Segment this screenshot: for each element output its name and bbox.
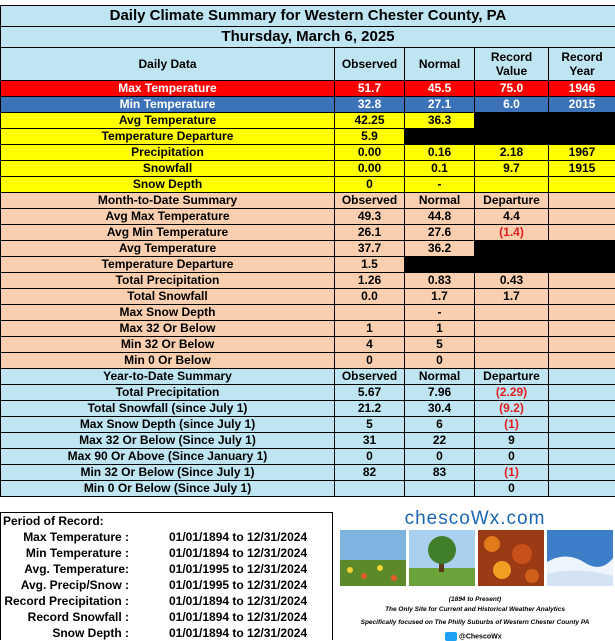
- period-label: Min Temperature :: [1, 545, 129, 561]
- departure-cell: 0: [475, 449, 549, 465]
- table-row: [1, 417, 615, 433]
- observed-cell: 32.8: [335, 97, 405, 113]
- row-label: Total Snowfall (since July 1): [1, 401, 335, 417]
- blank-cell: [549, 353, 615, 369]
- row-label: Total Snowfall: [1, 289, 335, 305]
- normal-cell: 6: [405, 417, 475, 433]
- normal-cell: 30.4: [405, 401, 475, 417]
- normal-cell: 27.6: [405, 225, 475, 241]
- observed-cell: 26.1: [335, 225, 405, 241]
- observed-cell: 0.0: [335, 289, 405, 305]
- table-row: [1, 465, 615, 481]
- table-row: [1, 273, 615, 289]
- blank-cell: [549, 417, 615, 433]
- departure-cell: (1.4): [475, 225, 549, 241]
- period-range: 01/01/1995 to 12/31/2024: [169, 577, 307, 593]
- period-title: Period of Record:: [3, 514, 104, 528]
- observed-cell: 1: [335, 321, 405, 337]
- observed-cell: [335, 481, 405, 497]
- row-label: Temperature Departure: [1, 129, 335, 145]
- row-label: Min 0 Or Below: [1, 353, 335, 369]
- table-row: [1, 161, 615, 177]
- period-label: Snow Depth :: [1, 625, 129, 641]
- observed-cell: 49.3: [335, 209, 405, 225]
- row-label: Max Snow Depth (since July 1): [1, 417, 335, 433]
- blank-cell: [405, 129, 475, 145]
- departure-cell: 9: [475, 433, 549, 449]
- period-row: [1, 593, 334, 609]
- departure-cell: (9.2): [475, 401, 549, 417]
- normal-cell: 83: [405, 465, 475, 481]
- normal-cell: 1: [405, 321, 475, 337]
- column-header: Observed: [335, 193, 405, 209]
- blank-cell: [475, 257, 549, 273]
- observed-cell: 0: [335, 353, 405, 369]
- record-year-cell: 1967: [549, 145, 615, 161]
- table-row: [1, 481, 615, 497]
- column-header: Month-to-Date Summary: [1, 193, 335, 209]
- period-row: [1, 545, 334, 561]
- period-range: 01/01/1894 to 12/31/2024: [169, 609, 307, 625]
- tagline-primary: The Only Site for Current and Historical Weather Analytics: [335, 606, 615, 613]
- departure-cell: [475, 353, 549, 369]
- winter-snow-icon: [547, 530, 613, 586]
- column-header: Record Year: [549, 48, 615, 81]
- column-header: Observed: [335, 48, 405, 81]
- row-label: Max 90 Or Above (Since January 1): [1, 449, 335, 465]
- observed-cell: 42.25: [335, 113, 405, 129]
- blank-cell: [549, 321, 615, 337]
- row-label: Min 0 Or Below (Since July 1): [1, 481, 335, 497]
- period-label: Record Precipitation :: [1, 593, 129, 609]
- blank-cell: [549, 241, 615, 257]
- observed-cell: 0: [335, 177, 405, 193]
- period-range: 01/01/1995 to 12/31/2024: [169, 561, 307, 577]
- blank-cell: [475, 113, 549, 129]
- observed-cell: 1.5: [335, 257, 405, 273]
- ytd-header-row: [1, 369, 615, 385]
- row-label: Total Precipitation: [1, 273, 335, 289]
- table-row: [1, 337, 615, 353]
- normal-cell: -: [405, 305, 475, 321]
- record-value-cell: 6.0: [475, 97, 549, 113]
- page-title: Daily Climate Summary for Western Chester County, PA: [1, 6, 615, 27]
- daily-header-row: [1, 48, 615, 81]
- departure-cell: (2.29): [475, 385, 549, 401]
- row-label: Avg Temperature: [1, 241, 335, 257]
- departure-cell: [475, 321, 549, 337]
- table-row: [1, 353, 615, 369]
- table-row: [1, 129, 615, 145]
- period-row: [1, 529, 334, 545]
- observed-cell: 0.00: [335, 161, 405, 177]
- row-label: Min 32 Or Below: [1, 337, 335, 353]
- departure-cell: (1): [475, 417, 549, 433]
- column-header: Record Value: [475, 48, 549, 81]
- column-header: Normal: [405, 369, 475, 385]
- period-label: Avg. Temperature:: [1, 561, 129, 577]
- record-value-cell: [475, 177, 549, 193]
- period-of-record-box: [0, 512, 333, 640]
- period-range: 01/01/1894 to 12/31/2024: [169, 529, 307, 545]
- record-value-cell: 2.18: [475, 145, 549, 161]
- blank-cell: [549, 273, 615, 289]
- table-row: [1, 289, 615, 305]
- departure-cell: [475, 305, 549, 321]
- row-label: Avg Temperature: [1, 113, 335, 129]
- blank-cell: [549, 337, 615, 353]
- blank-cell: [549, 433, 615, 449]
- period-row: [1, 577, 334, 593]
- record-value-cell: 75.0: [475, 81, 549, 97]
- period-range: 01/01/1894 to 12/31/2024: [169, 593, 307, 609]
- column-header: Normal: [405, 48, 475, 81]
- blank-cell: [549, 401, 615, 417]
- observed-cell: 5.9: [335, 129, 405, 145]
- observed-cell: 1.26: [335, 273, 405, 289]
- observed-cell: 5.67: [335, 385, 405, 401]
- period-range: 01/01/1894 to 12/31/2024: [169, 545, 307, 561]
- normal-cell: 7.96: [405, 385, 475, 401]
- blank-cell: [549, 257, 615, 273]
- record-year-cell: 1946: [549, 81, 615, 97]
- table-row: [1, 81, 615, 97]
- mtd-header-row: [1, 193, 615, 209]
- blank-cell: [549, 209, 615, 225]
- blank-cell: [549, 369, 615, 385]
- summer-field-icon: [340, 530, 406, 586]
- record-value-cell: 9.7: [475, 161, 549, 177]
- tagline-secondary: Specifically focused on The Philly Suburbs of Western Chester County PA: [335, 619, 615, 626]
- row-label: Precipitation: [1, 145, 335, 161]
- column-header: Departure: [475, 193, 549, 209]
- autumn-leaves-icon: [478, 530, 544, 586]
- years-label: (1894 to Present): [335, 596, 615, 603]
- observed-cell: 0.00: [335, 145, 405, 161]
- observed-cell: 82: [335, 465, 405, 481]
- blank-cell: [549, 449, 615, 465]
- normal-cell: 22: [405, 433, 475, 449]
- normal-cell: 44.8: [405, 209, 475, 225]
- period-label: Record Snowfall :: [1, 609, 129, 625]
- blank-cell: [549, 481, 615, 497]
- logo-social-handle[interactable]: @ChescoWx: [445, 632, 502, 641]
- blank-cell: [475, 241, 549, 257]
- departure-cell: (1): [475, 465, 549, 481]
- row-label: Max 32 Or Below (Since July 1): [1, 433, 335, 449]
- normal-cell: 27.1: [405, 97, 475, 113]
- table-row: [1, 433, 615, 449]
- table-row: [1, 97, 615, 113]
- normal-cell: 0.16: [405, 145, 475, 161]
- departure-cell: 0.43: [475, 273, 549, 289]
- observed-cell: [335, 305, 405, 321]
- row-label: Avg Min Temperature: [1, 225, 335, 241]
- blank-cell: [549, 385, 615, 401]
- observed-cell: 37.7: [335, 241, 405, 257]
- row-label: Snowfall: [1, 161, 335, 177]
- column-header: Normal: [405, 193, 475, 209]
- blank-cell: [549, 225, 615, 241]
- departure-cell: 4.4: [475, 209, 549, 225]
- spring-tree-icon: [409, 530, 475, 586]
- period-label: Avg. Precip/Snow :: [1, 577, 129, 593]
- table-row: [1, 257, 615, 273]
- observed-cell: 51.7: [335, 81, 405, 97]
- period-label: Max Temperature :: [1, 529, 129, 545]
- departure-cell: 0: [475, 481, 549, 497]
- normal-cell: -: [405, 177, 475, 193]
- column-header: Year-to-Date Summary: [1, 369, 335, 385]
- observed-cell: 21.2: [335, 401, 405, 417]
- brand-name: chescoWx.com: [335, 508, 615, 530]
- column-header: Observed: [335, 369, 405, 385]
- row-label: Snow Depth: [1, 177, 335, 193]
- row-label: Temperature Departure: [1, 257, 335, 273]
- blank-cell: [549, 129, 615, 145]
- table-row: [1, 225, 615, 241]
- normal-cell: 36.3: [405, 113, 475, 129]
- normal-cell: 36.2: [405, 241, 475, 257]
- table-row: [1, 401, 615, 417]
- table-row: [1, 449, 615, 465]
- observed-cell: 31: [335, 433, 405, 449]
- table-row: [1, 241, 615, 257]
- blank-cell: [549, 465, 615, 481]
- record-year-cell: 2015: [549, 97, 615, 113]
- column-header: Departure: [475, 369, 549, 385]
- departure-cell: [475, 337, 549, 353]
- row-label: Max Temperature: [1, 81, 335, 97]
- row-label: Total Precipitation: [1, 385, 335, 401]
- row-label: Avg Max Temperature: [1, 209, 335, 225]
- normal-cell: 1.7: [405, 289, 475, 305]
- blank-cell: [549, 193, 615, 209]
- blank-cell: [549, 289, 615, 305]
- table-row: [1, 305, 615, 321]
- table-row: [1, 209, 615, 225]
- period-range: 01/01/1894 to 12/31/2024: [169, 625, 307, 641]
- record-year-cell: 1915: [549, 161, 615, 177]
- blank-cell: [475, 129, 549, 145]
- row-label: Max Snow Depth: [1, 305, 335, 321]
- normal-cell: 0.83: [405, 273, 475, 289]
- chescowx-logo[interactable]: [335, 508, 615, 640]
- blank-cell: [549, 113, 615, 129]
- observed-cell: 5: [335, 417, 405, 433]
- period-row: [1, 625, 334, 641]
- normal-cell: 5: [405, 337, 475, 353]
- record-year-cell: [549, 177, 615, 193]
- blank-cell: [405, 257, 475, 273]
- period-row: [1, 609, 334, 625]
- period-row: [1, 561, 334, 577]
- normal-cell: 0: [405, 449, 475, 465]
- normal-cell: 0.1: [405, 161, 475, 177]
- observed-cell: 4: [335, 337, 405, 353]
- blank-cell: [549, 305, 615, 321]
- departure-cell: 1.7: [475, 289, 549, 305]
- normal-cell: 45.5: [405, 81, 475, 97]
- table-row: [1, 113, 615, 129]
- normal-cell: 0: [405, 353, 475, 369]
- observed-cell: 0: [335, 449, 405, 465]
- table-row: [1, 321, 615, 337]
- normal-cell: [405, 481, 475, 497]
- column-header: Daily Data: [1, 48, 335, 81]
- row-label: Max 32 Or Below: [1, 321, 335, 337]
- table-row: [1, 177, 615, 193]
- row-label: Min 32 Or Below (Since July 1): [1, 465, 335, 481]
- table-row: [1, 145, 615, 161]
- row-label: Min Temperature: [1, 97, 335, 113]
- table-row: [1, 385, 615, 401]
- report-date: Thursday, March 6, 2025: [1, 27, 615, 48]
